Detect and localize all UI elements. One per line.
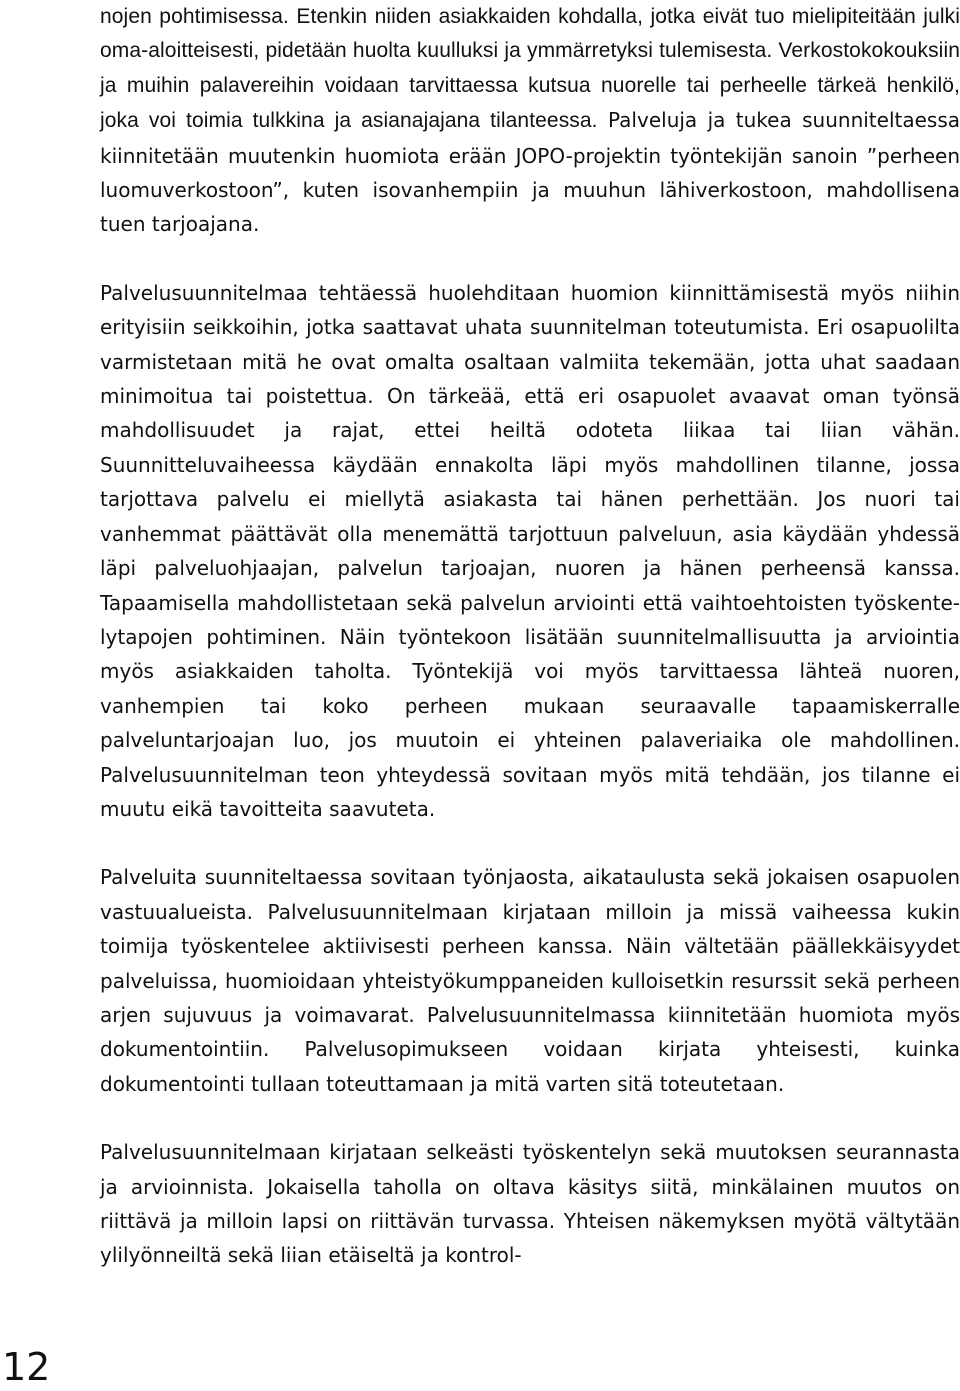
paragraph-3: [100, 860, 960, 1101]
paragraph-2: [100, 276, 960, 827]
document-body: [100, 0, 960, 1273]
paragraph-1-part-2: Palveluja ja tukea suunniteltaessa kiinnitetään muutenkin huomiota erään JOPO-projektin työntekijän sanoin ”perheen luomuverkostoon”, kuten isovanhempiin ja muuhun lähiverkostoon, mahdollisena tuen tarjoajana.: [100, 108, 960, 237]
paragraph-1-part-1: nojen pohtimisessa. Etenkin niiden asiakkaiden kohdalla, jotka eivät tuo mielipiteitään julki oma-aloitteisesti, pidetään huolta kuulluksi ja ymmärretyksi tulemisesta. Verkostokokouksiin ja muihin palavereihin voidaan tarvittaessa kutsua nuorelle tai perheelle tärkeä henkilö, joka voi toimia tulkkina ja asianajajana tilanteessa.: [100, 5, 960, 133]
page-number: 12: [2, 1345, 51, 1389]
paragraph-3-text: Palveluita suunniteltaessa sovitaan työnjaosta, aikataulusta sekä jokaisen osapuolen vastuualueista. Palvelusuunnitelmaan kirjataan milloin ja missä vaiheessa kukin toimija työskentelee aktiivisesti perheen kanssa. Näin vältetään päällekkäisyydet palveluissa, huomioidaan yhteistyökumppaneiden kulloisetkin resurssit sekä perheen arjen sujuvuus ja voimavarat. Palvelusuunnitelmassa kiinnitetään huomiota myös dokumentointiin. Palvelusopimukseen voidaan kirjata yhteisesti, kuinka dokumentointi tullaan toteuttamaan ja mitä varten sitä toteutetaan.: [100, 865, 960, 1096]
paragraph-1: [100, 0, 960, 242]
paragraph-4-text: Palvelusuunnitelmaan kirjataan selkeästi työskentelyn sekä muutoksen seurannasta ja arvioinnista. Jokaisella taholla on oltava käsitys siitä, minkälainen muutos on riittävä ja milloin lapsi on riittävän turvassa. Yhteisen näkemyksen myötä vältytään ylilyönneiltä sekä liian etäiseltä ja kontrol-: [100, 1140, 960, 1268]
paragraph-2-text: Palvelusuunnitelmaa tehtäessä huolehditaan huomion kiinnittämisestä myös niihin erityisiin seikkoihin, jotka saattavat uhata suunnitelman toteutumista. Eri osapuolilta varmistetaan mitä he ovat omalta osaltaan valmiita tekemään, jotta uhat saadaan minimoitua tai poistettua. On tärkeää, että eri osapuolet avaavat oman työnsä mahdollisuudet ja rajat, ettei heiltä odoteta liikaa tai liian vähän. Suunnitteluvaiheessa käydään ennakolta läpi myös mahdollinen tilanne, jossa tarjottava palvelu ei miellytä asiakasta tai hänen perhettään. Jos nuori tai vanhemmat päättävät olla menemättä tarjottuun palveluun, asia käydään yhdessä läpi palveluohjaajan, palvelun tarjoajan, nuoren ja hänen perheensä kanssa. Tapaamisella mahdollistetaan sekä palvelun arviointi että vaihtoehtoisten työskentelytapojen pohtiminen. Näin työntekoon lisätään suunnitelmallisuutta ja arviointia myös asiakkaiden taholta. Työntekijä voi myös tarvittaessa lähteä nuoren, vanhempien tai koko perheen mukaan seuraavalle tapaamiskerralle palveluntarjoajan luo, jos muutoin ei yhteinen palaveriaika ole mahdollinen. Palvelusuunnitelman teon yhteydessä sovitaan myös mitä tehdään, jos tilanne ei muutu eikä tavoitteita saavuteta.: [100, 280, 960, 821]
paragraph-4: [100, 1135, 960, 1273]
